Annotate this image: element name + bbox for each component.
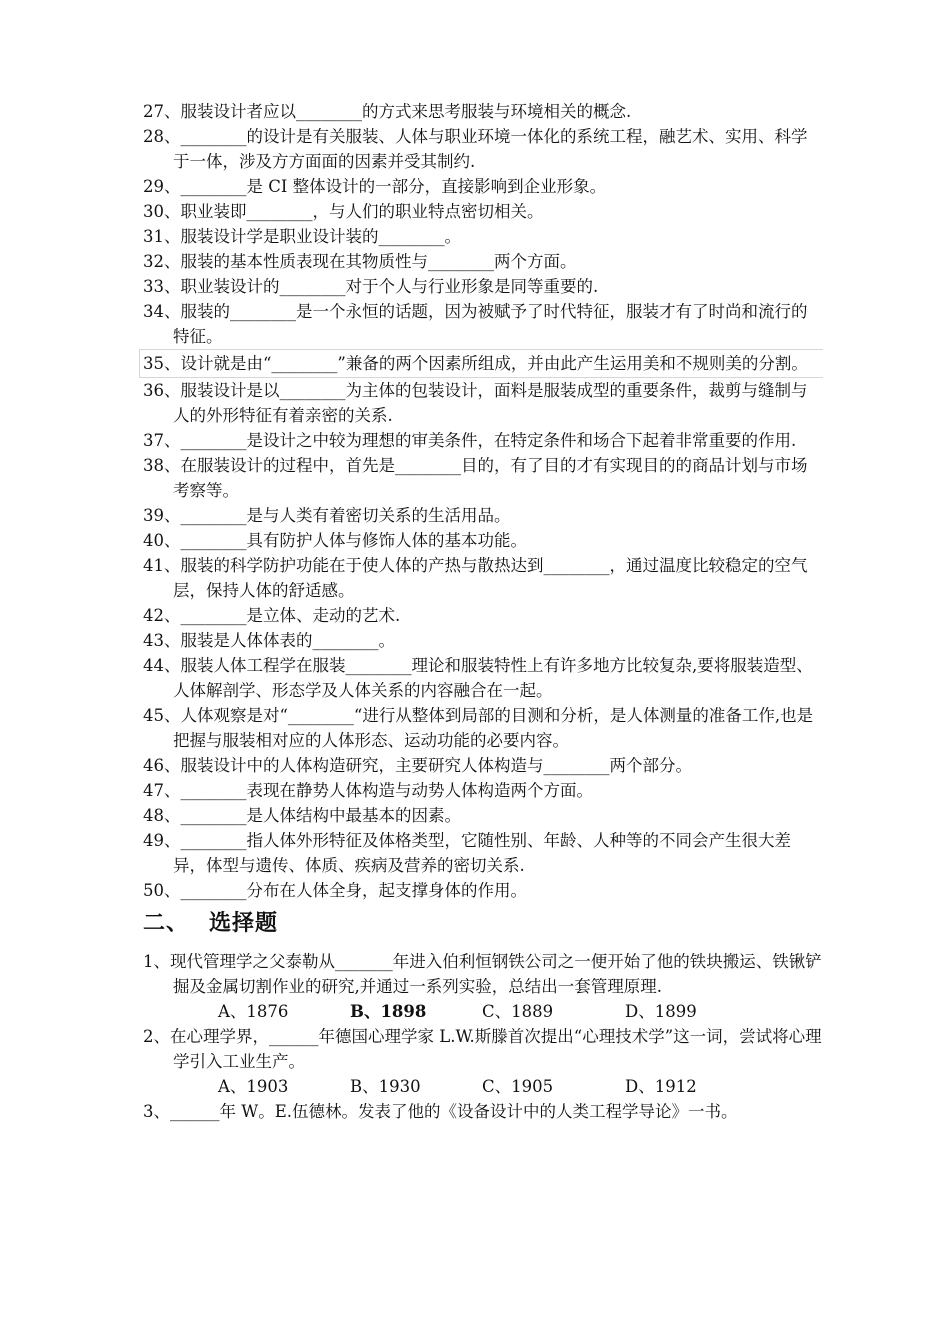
- question-39: 39、________是与人类有着密切关系的生活用品。: [143, 506, 511, 525]
- option-b-answer: B、1898: [350, 1002, 427, 1021]
- question-32: 32、服装的基本性质表现在其物质性与________两个方面。: [143, 252, 577, 271]
- fill-in-questions: [143, 99, 823, 903]
- option-b: B、1930: [350, 1077, 421, 1096]
- option-d: D、1912: [625, 1077, 697, 1096]
- question-27: 27、服装设计者应以________的方式来思考服装与环境相关的概念.: [143, 102, 632, 121]
- choice-questions: [143, 949, 823, 1124]
- choice-question-2: 2、在心理学界，______年德国心理学家 L.W.斯滕首次提出“心理技术学”这一词，尝试将心理学引入工业生产。: [143, 1027, 822, 1071]
- question-44: 44、服装人体工程学在服装________理论和服装特性上有许多地方比较复杂,要将服装造型、人体解剖学、形态学及人体关系的内容融合在一起。: [143, 656, 813, 700]
- choice-options-2: [143, 1074, 823, 1099]
- question-34: 34、服装的________是一个永恒的话题，因为被赋予了时代特征，服装才有了时尚和流行的特征。: [143, 302, 808, 346]
- section-heading: [143, 909, 823, 939]
- question-43: 43、服装是人体体表的________。: [143, 631, 395, 650]
- question-28: 28、________的设计是有关服装、人体与职业环境一体化的系统工程，融艺术、实用、科学于一体，涉及方方面面的因素并受其制约.: [143, 127, 808, 171]
- option-a: A、1876: [218, 1002, 289, 1021]
- section-number: 二、: [143, 911, 190, 936]
- question-37: 37、________是设计之中较为理想的审美条件，在特定条件和场合下起着非常重要的作用.: [143, 431, 797, 450]
- option-d: D、1899: [625, 1002, 697, 1021]
- question-42: 42、________是立体、走动的艺术.: [143, 606, 401, 625]
- question-35: 35、设计就是由“________”兼备的两个因素所组成，并由此产生运用美和不规则美的分割。: [139, 349, 823, 378]
- question-38: 38、在服装设计的过程中，首先是________目的，有了目的才有实现目的的商品计划与市场考察等。: [143, 456, 808, 500]
- question-36: 36、服装设计是以________为主体的包装设计，面料是服装成型的重要条件，裁剪与缝制与人的外形特征有着亲密的关系.: [143, 381, 808, 425]
- choice-question-1: 1、现代管理学之父泰勒从_______年进入伯利恒钢铁公司之一便开始了他的铁块搬运、铁锹铲掘及金属切割作业的研究,并通过一系列实验，总结出一套管理原理.: [143, 952, 822, 996]
- option-a: A、1903: [218, 1077, 289, 1096]
- question-40: 40、________具有防护人体与修饰人体的基本功能。: [143, 531, 527, 550]
- question-31: 31、服装设计学是职业设计装的________。: [143, 227, 461, 246]
- choice-options-1: [143, 999, 823, 1024]
- question-29: 29、________是 CI 整体设计的一部分，直接影响到企业形象。: [143, 177, 607, 196]
- option-c: C、1889: [482, 1002, 554, 1021]
- question-48: 48、________是人体结构中最基本的因素。: [143, 806, 461, 825]
- question-41: 41、服装的科学防护功能在于使人体的产热与散热达到________，通过温度比较稳定的空气层，保持人体的舒适感。: [143, 556, 808, 600]
- page-content: [143, 99, 823, 1124]
- question-30: 30、职业装即________，与人们的职业特点密切相关。: [143, 202, 544, 221]
- question-46: 46、服装设计中的人体构造研究，主要研究人体构造与________两个部分。: [143, 756, 692, 775]
- question-45: 45、人体观察是对“________“进行从整体到局部的目测和分析，是人体测量的准备工作,也是把握与服装相对应的人体形态、运动功能的必要内容。: [143, 706, 814, 750]
- question-33: 33、职业装设计的________对于个人与行业形象是同等重要的.: [143, 277, 599, 296]
- option-c: C、1905: [482, 1077, 554, 1096]
- question-47: 47、________表现在静势人体构造与动势人体构造两个方面。: [143, 781, 593, 800]
- question-50: 50、________分布在人体全身，起支撑身体的作用。: [143, 881, 527, 900]
- choice-question-3: 3、______年 W。E.伍德林。发表了他的《设备设计中的人类工程学导论》一书。: [143, 1102, 738, 1121]
- question-49: 49、________指人体外形特征及体格类型，它随性别、年龄、人种等的不同会产生很大差异，体型与遗传、体质、疾病及营养的密切关系.: [143, 831, 791, 875]
- section-title: 选择题: [209, 911, 279, 936]
